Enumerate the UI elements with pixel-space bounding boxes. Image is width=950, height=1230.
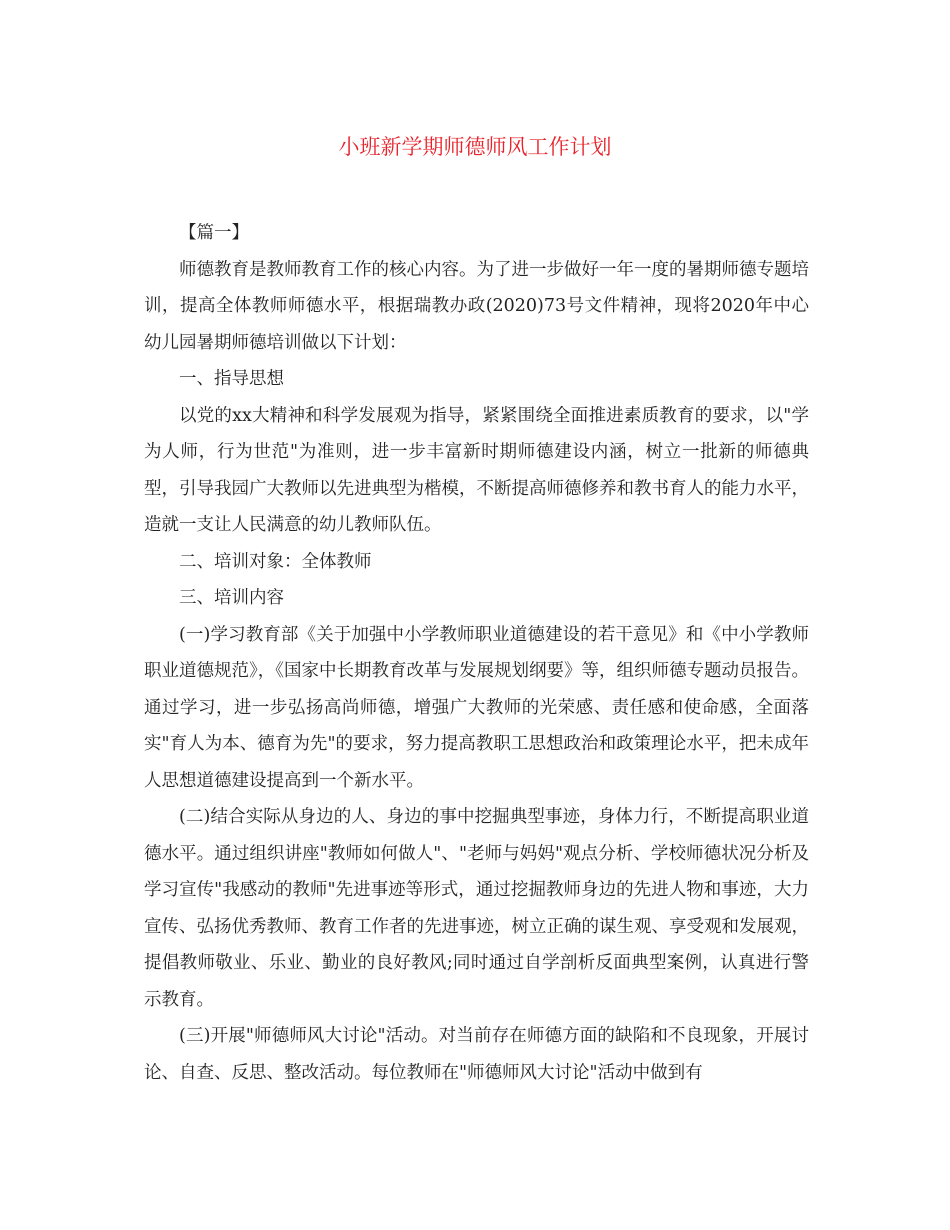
- body-paragraph: 以党的xx大精神和科学发展观为指导，紧紧围绕全面推进素质教育的要求，以"学为人师，行为世范"为准则，进一步丰富新时期师德建设内涵，树立一批新的师德典型，引导我园广大教师以先进典型为楷模，不断提高师德修养和教书育人的能力水平，造就一支让人民满意的幼儿教师队伍。: [144, 405, 809, 535]
- document-title: 小班新学期师德师风工作计划: [338, 135, 612, 159]
- intro-paragraph: 师德教育是教师教育工作的核心内容。为了进一步做好一年一度的暑期师德专题培训，提高全体教师师德水平，根据瑞教办政(2020)73号文件精神，现将2020年中心幼儿园暑期师德培训做以下计划：: [144, 259, 809, 353]
- body-paragraph: (一)学习教育部《关于加强中小学教师职业道德建设的若干意见》和《中小学教师职业道德规范》，《国家中长期教育改革与发展规划纲要》等，组织师德专题动员报告。通过学习，进一步弘扬高尚师德，增强广大教师的光荣感、责任感和使命感，全面落实"育人为本、德育为先"的要求，努力提高教职工思想政治和政策理论水平，把未成年人思想道德建设提高到一个新水平。: [144, 624, 809, 791]
- document-body: [144, 215, 809, 1091]
- section-label: 【篇一】: [179, 223, 249, 243]
- body-paragraph: (三)开展"师德师风大讨论"活动。对当前存在师德方面的缺陷和不良现象，开展讨论、自查、反思、整改活动。每位教师在"师德师风大讨论"活动中做到有: [144, 1026, 809, 1083]
- section-heading: 二、培训对象：全体教师: [179, 551, 372, 572]
- section-heading: 一、指导思想: [179, 369, 284, 389]
- body-paragraph: (二)结合实际从身边的人、身边的事中挖掘典型事迹，身体力行，不断提高职业道德水平。通过组织讲座"教师如何做人"、"老师与妈妈"观点分析、学校师德状况分析及学习宣传"我感动的教师"先进事迹等形式，通过挖掘教师身边的先进人物和事迹，大力宣传、弘扬优秀教师、教育工作者的先进事迹，树立正确的谋生观、享受观和发展观，提倡教师敬业、乐业、勤业的良好教风;同时通过自学剖析反面典型案例，认真进行警示教育。: [144, 807, 809, 1010]
- section-heading: 三、培训内容: [179, 588, 284, 608]
